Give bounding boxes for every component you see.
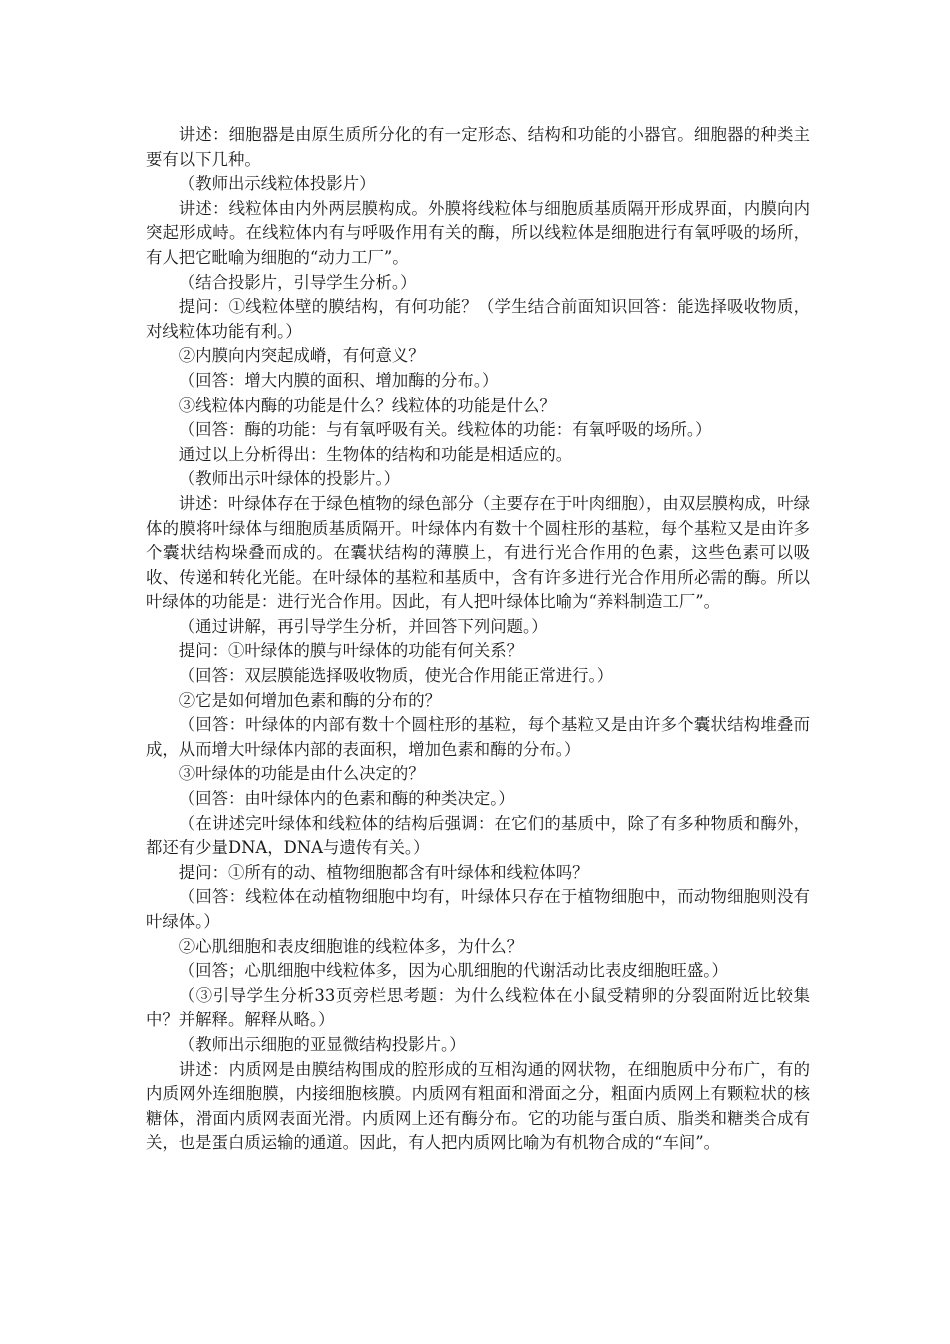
paragraph: （回答：由叶绿体内的色素和酶的种类决定。） bbox=[178, 789, 515, 809]
paragraph: （回答：双层膜能选择吸收物质，使光合作用能正常进行。） bbox=[178, 666, 614, 686]
paragraph: 讲述：内质网是由膜结构围成的腔形成的互相沟通的网状物，在细胞质中分布广，有的内质网外连细胞膜，内接细胞核膜。内质网有粗面和滑面之分，粗面内质网上有颗粒状的核糖体，滑面内质网表面光滑。内质网上还有酶分布。它的功能与蛋白质、脂类和糖类合成有关，也是蛋白质运输的通道。因此，有人把内质网比喻为有机物合成的“车间”。 bbox=[146, 1059, 810, 1153]
paragraph: （教师出示线粒体投影片） bbox=[178, 174, 376, 194]
document-body bbox=[146, 123, 810, 1156]
paragraph: 提问：①线粒体壁的膜结构，有何功能？（学生结合前面知识回答：能选择吸收物质，对线粒体功能有利。） bbox=[146, 297, 810, 341]
paragraph: ②内膜向内突起成嵴，有何意义？ bbox=[178, 346, 425, 366]
paragraph: 讲述：线粒体由内外两层膜构成。外膜将线粒体与细胞质基质隔开形成界面，内膜向内突起形成峙。在线粒体内有与呼吸作用有关的酶，所以线粒体是细胞进行有氧呼吸的场所，有人把它毗喻为细胞的“动力工厂”。 bbox=[146, 198, 810, 267]
paragraph: （结合投影片，引导学生分析。） bbox=[178, 272, 417, 292]
paragraph: （在讲述完叶绿体和线粒体的结构后强调：在它们的基质中，除了有多种物质和酶外，都还有少量DNA，DNA与遗传有关。） bbox=[146, 813, 810, 858]
paragraph: ③叶绿体的功能是由什么决定的？ bbox=[178, 764, 425, 784]
paragraph: ②心肌细胞和表皮细胞谁的线粒体多，为什么？ bbox=[178, 936, 523, 956]
paragraph: 提问：①所有的动、植物细胞都含有叶绿体和线粒体吗？ bbox=[178, 862, 589, 882]
paragraph: （教师出示叶绿体的投影片。） bbox=[178, 469, 401, 489]
paragraph: （回答：酶的功能：与有氧呼吸有关。线粒体的功能：有氧呼吸的场所。） bbox=[178, 420, 712, 440]
paragraph: （③引导学生分析33页旁栏思考题：为什么线粒体在小鼠受精卵的分裂面附近比较集中？并解释。解释从略。） bbox=[146, 985, 810, 1030]
paragraph: （回答：线粒体在动植物细胞中均有，叶绿体只存在于植物细胞中，而动物细胞则没有叶绿体。） bbox=[146, 887, 810, 931]
paragraph: 提问：①叶绿体的膜与叶绿体的功能有何关系？ bbox=[178, 641, 523, 661]
paragraph: （回答：叶绿体的内部有数十个圆柱形的基粒，每个基粒又是由许多个囊状结构堆叠而成，从而增大叶绿体内部的表面积，增加色素和酶的分布。） bbox=[146, 715, 810, 759]
paragraph: ③线粒体内酶的功能是什么？线粒体的功能是什么？ bbox=[178, 395, 556, 415]
paragraph: （通过讲解，再引导学生分析，并回答下列问题。） bbox=[178, 616, 548, 636]
paragraph: ②它是如何增加色素和酶的分布的？ bbox=[178, 690, 442, 710]
paragraph: （教师出示细胞的亚显微结构投影片。） bbox=[178, 1034, 466, 1054]
paragraph: 讲述：细胞器是由原生质所分化的有一定形态、结构和功能的小器官。细胞器的种类主要有以下几种。 bbox=[146, 125, 810, 169]
paragraph: 通过以上分析得出：生物体的结构和功能是相适应的。 bbox=[178, 444, 573, 464]
paragraph: （回答：增大内膜的面积、增加酶的分布。） bbox=[178, 370, 499, 390]
paragraph: （回答；心肌细胞中线粒体多，因为心肌细胞的代谢活动比表皮细胞旺盛。） bbox=[178, 961, 728, 981]
paragraph: 讲述：叶绿体存在于绿色植物的绿色部分（主要存在于叶肉细胞），由双层膜构成，叶绿体的膜将叶绿体与细胞质基质隔开。叶绿体内有数十个圆柱形的基粒，每个基粒又是由许多个囊状结构垛叠而成的。在囊状结构的薄膜上，有进行光合作用的色素，这些色素可以吸收、传递和转化光能。在叶绿体的基粒和基质中，含有许多进行光合作用所必需的酶。所以叶绿体的功能是：进行光合作用。因此，有人把叶绿体比喻为“养料制造工厂”。 bbox=[146, 493, 810, 612]
